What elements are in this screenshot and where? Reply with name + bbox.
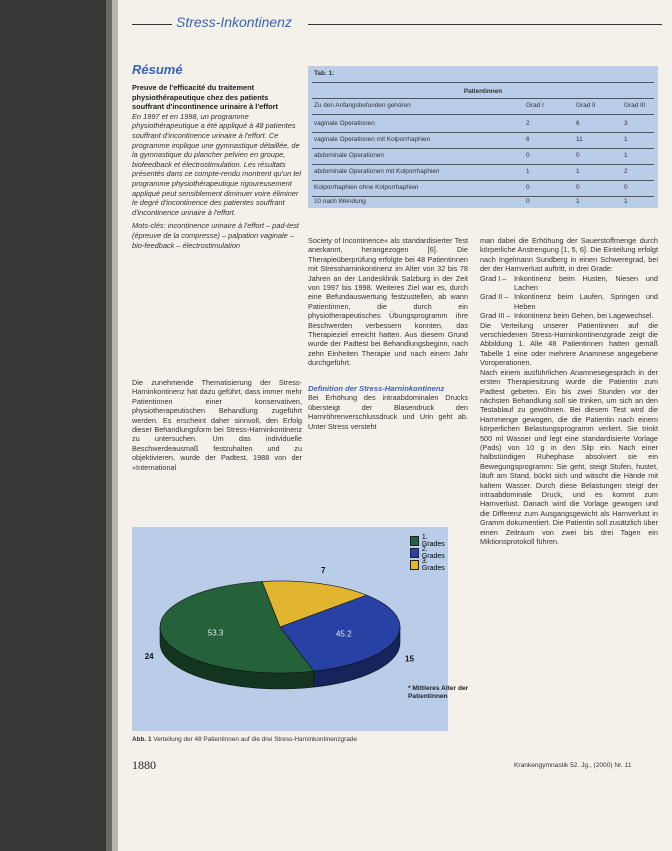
grade-item [480, 292, 658, 311]
table-rule [312, 98, 654, 99]
table-cell: 1 [576, 198, 580, 205]
table-row [314, 152, 654, 164]
header-rule-left [132, 24, 172, 25]
table-cell: 6 [576, 120, 580, 127]
resume-keywords: Mots-clés: incontinence urinaire à l'effort – pad-test (épreuve de la compresse) – palpation vaginale – bio-feedback – électrostimulation [132, 221, 299, 250]
table-group-header: Patientinnen [463, 88, 503, 95]
table-rule [312, 132, 654, 133]
table-cell: 0 [576, 184, 580, 191]
journal-citation: Krankengymnastik 52. Jg., (2000) Nr. 11 [514, 762, 632, 769]
body-paragraph: Society of Incontinence« als standardisierter Test anerkannt, herangezogen [6]. Die Therapieüberprüfung erfolgte bei 48 Patientinnen mit Stressharninkontinenz im Alter von 32 bis 78 Jahren an der Landesklinik Salzburg in der Zeit von 1997 bis 1998. Weiteres Ziel war es, durch eine Befundauswertung festzustellen, ab wann Patientinnen, die durch ein physiotherapeutisches Übungsprogramm ihre Beschwerden verbessern konnten, das Therapieziel erreicht hatten. Aus diesem Grund wurde der Padtest bei Behandlungsbeginn, nach zehn Einheiten Therapie und nach einem Jahr durchgeführt. [308, 236, 468, 368]
table-cell: 11 [576, 136, 583, 143]
page-number: 1880 [132, 758, 156, 772]
table-cell: vaginale Operationen [314, 120, 375, 127]
table-cell: 0 [576, 152, 580, 159]
table-rule [312, 114, 654, 115]
table-rule [312, 180, 654, 181]
column-header: Grad II [576, 102, 596, 109]
body-paragraph: Die Verteilung unserer Patientinnen auf die verschiedenen Stress-Harninkontinenzgrade zeigt die Abbildung 1. Alle 48 Patientinnen hatten gemäß Tabelle 1 eine oder mehrere Anamnese angegebene Voroperationen. [480, 320, 658, 368]
caption-text: Verteilung der 48 Patientinnen auf die drei Stress-Harninkontinenzgrade [153, 736, 357, 743]
grade-description: Inkontinenz beim Laufen, Springen und Heben [514, 292, 658, 311]
slice-percent-label: 53.3 [207, 628, 224, 638]
table-header-row [314, 102, 654, 114]
table-row [314, 120, 654, 132]
article-column-3 [480, 236, 658, 750]
table-cell: 1 [624, 136, 628, 143]
table-rule [312, 196, 654, 197]
table-cell: 1 [624, 152, 628, 159]
table-row [314, 136, 654, 148]
table-cell: 6 [526, 136, 530, 143]
section-title: Stress-Inkontinenz [176, 14, 292, 30]
pie-chart [132, 527, 448, 731]
table-cell: 10 nach Wendung [314, 198, 366, 205]
table-row [314, 168, 654, 180]
legend-swatch [410, 536, 419, 546]
resume-abstract: En 1997 et en 1998, un programme physiothérapeutique a été appliqué à 48 patientes souffrant d'incontinence urinaire à l'effort. Ce programme implique une gymnastique détaillée, de la gymnastique du plancher pelvien en groupe, biofeedback et électrostimulation. Les résultats présentés dans ce compte-rendu montrent qu'un tel programme physiothérapeutique rigoureusement appliqué peut sensiblement diminuer voire éliminer le degré d'incontinence des patientes souffrant d'incontinence urinaire à l'effort. [132, 111, 302, 217]
intro-paragraph: Die zunehmende Thematisierung der Stress-Harninkontinenz hat dazu geführt, dass immer mehr Patientinnen einer konservativen, physiotherapeutischen Behandlung zugeführt werden. Es erscheint daher sinnvoll, den Erfolg dieser Behandlungsform bei Stress-Harninkontinenz zu untersuchen. Um das individuelle Beschwerdeausmaß festzuhalten und zu objektivieren, wurde der Padtest, 1988 von der »International [132, 378, 302, 472]
grade-label: Grad III – [480, 311, 511, 321]
table-rule [312, 148, 654, 149]
legend-swatch [410, 560, 419, 570]
table-cell: 0 [526, 198, 530, 205]
resume-column [132, 62, 302, 250]
chart-footnote: * Mittleres Alter der Patientinnen [408, 685, 469, 700]
journal-page [118, 0, 672, 851]
header-rule-right [308, 24, 662, 25]
slice-value-label: 15 [405, 654, 414, 664]
table-row [314, 184, 654, 196]
grade-item [480, 274, 658, 293]
caption-label: Abb. 1 [132, 736, 152, 743]
grade-description: Inkontinenz beim Husten, Niesen und Lachen [514, 273, 658, 293]
grade-item [480, 311, 658, 320]
table-cell: 1 [624, 198, 628, 205]
resume-title: Résumé [132, 62, 183, 77]
table-cell: 0 [526, 152, 530, 159]
column-header: Grad I [526, 102, 544, 109]
column-header: Grad III [624, 102, 646, 109]
table-cell: 0 [624, 184, 628, 191]
legend-item [410, 559, 448, 571]
article-column-1 [132, 378, 302, 524]
table-cell: vaginale Operationen mit Kolporrhaphien [314, 136, 431, 143]
legend-label: 3. Grades [421, 558, 445, 572]
column-header: Zu den Anfangsbefunden gehören [314, 102, 411, 109]
table-cell: 1 [576, 168, 580, 175]
body-paragraph: man dabei die Erhöhung der Sauerstoffmenge durch körperliche Anstrengung [1, 5, 6]. Die Einteilung erfolgt nach Ingelmann Sundberg in einen Schweregrad, bei der der Harnverlust auftritt, in drei Grade: [480, 236, 658, 274]
table-cell: 0 [526, 184, 530, 191]
running-header [132, 14, 662, 36]
chart-legend [410, 535, 448, 571]
slice-value-label: 24 [144, 651, 154, 661]
pie-chart-figure [132, 527, 469, 731]
legend-label: 1. Grades [421, 534, 445, 548]
body-paragraph: Nach einem ausführlichen Anamnesegespräch in der ersten Therapiesitzung wurde die Patientin zum Padtest gebeten. Ein bis zwei Stunden vor der nächsten Behandlung soll sie trinken, um sich an den Testablauf zu gewöhnen. Bei diesem Test wird die Harnmenge gewogen, die die Patientin nach einem körperlichen Belastungsprogramm verliert. Sie trinkt 500 ml Wasser und legt eine standardisierte Vorlage (Pads) von 10 g in den Slip ein. Nach einer halbstündigen Ruhephase absolviert sie ein Bewegungsprogramm: Sie geht, steigt Stufen, hustet, läuft am Stand, bückt sich und wäscht die Hände mit kaltem Wasser. Durch diese Belastungen steigt der intraabdominale Druck, und es kommt zum Harnverlust. Danach wird die Vorlage gewogen und die Differenz zum Ausgangsgewicht als Harnverlust in Gramm dokumentiert. Die Patientin soll zusätzlich über einen Zeitraum von zwei bis drei Tagen ein Miktionsprotokoll führen. [480, 367, 658, 546]
legend-label: 2. Grades [421, 546, 445, 560]
findings-table [308, 66, 658, 208]
resume-heading: Preuve de l'efficacité du traitement physiothérapeutique chez des patients souffrant d'incontinence urinaire à l'effort [132, 83, 279, 112]
table-rule [312, 164, 654, 165]
table-cell: Kolporrhaphien ohne Kolporrhaphien [314, 184, 419, 191]
table-cell: abdominale Operationen mit Kolporrhaphien [314, 168, 440, 175]
subsection-title: Definition der Stress-Harninkontinenz [308, 383, 445, 393]
table-cell: 3 [624, 120, 628, 127]
article-column-2 [308, 236, 468, 524]
table-row [314, 198, 654, 210]
table-label: Tab. 1: [314, 70, 335, 77]
figure-caption [132, 736, 452, 743]
slice-percent-label: 45.2 [335, 629, 352, 639]
grade-label: Grad II – [480, 292, 509, 302]
slice-value-label: 7 [320, 566, 326, 576]
table-cell: abdominale Operationen [314, 152, 384, 159]
grade-description: Inkontinenz beim Gehen, bei Lagewechsel. [514, 311, 654, 321]
table-cell: 2 [624, 168, 628, 175]
table-cell: 1 [526, 168, 530, 175]
body-paragraph: Bei Erhöhung des intraabdominalen Drucks übersteigt der Blasendruck den Harnröhrenverschlussdruck und Urin geht ab. Unter Stress versteht [308, 393, 468, 431]
legend-swatch [410, 548, 419, 558]
table-cell: 2 [526, 120, 530, 127]
grade-label: Grad I – [480, 273, 507, 283]
table-rule [312, 82, 654, 83]
